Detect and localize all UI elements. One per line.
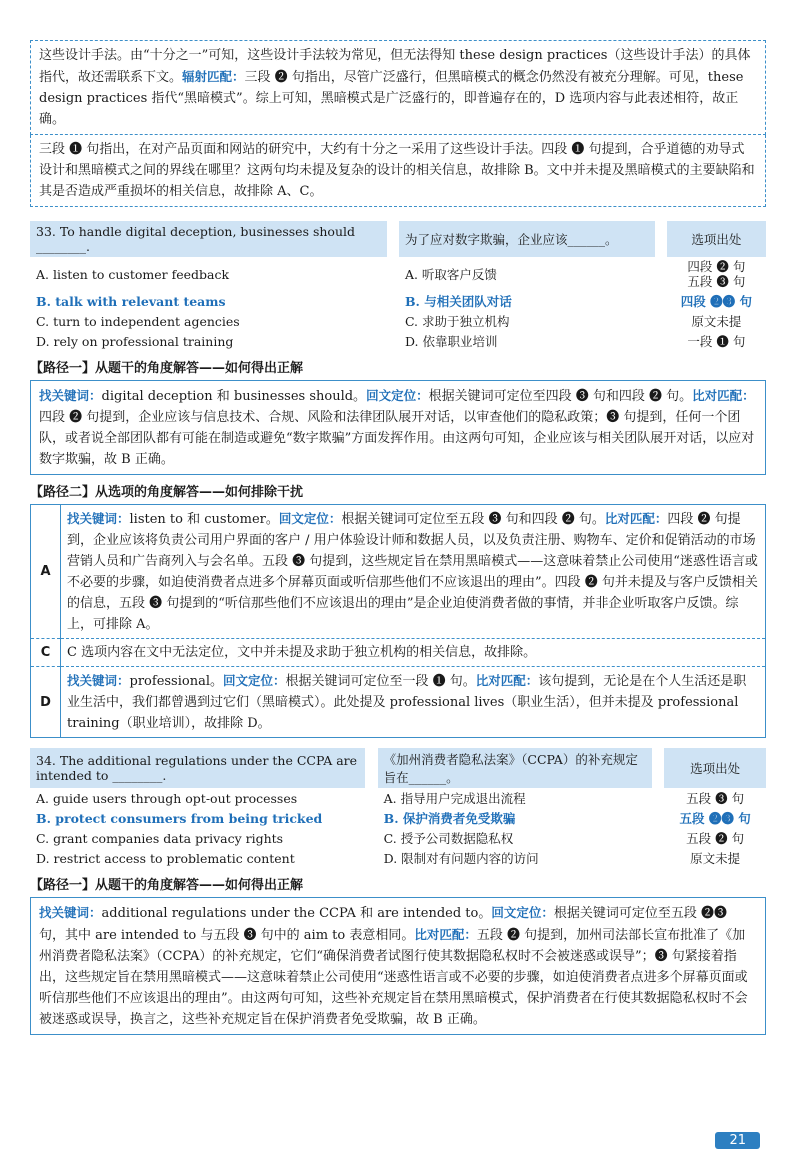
path-1-title: 【路径一】从题干的角度解答——如何得出正解: [30, 361, 304, 376]
option-en: D. restrict access to problematic content: [36, 850, 295, 866]
keyword-label: 比对匹配：: [414, 927, 477, 942]
keyword-label: 辐射匹配：: [182, 69, 245, 84]
explanation-text: 三段 ❶ 句指出，在对产品页面和网站的研究中，大约有十分之一采用了这些设计手法。四段 ❶ 句提到，合乎道德的劝导式设计和黑暗模式之间的界线在哪里？这两句均未提及复杂的设计的相关信息，故排除 B。文中并未提及黑暗模式的主要缺陷和其是否造成严重损坏的相关信息，故排除 A、C。: [39, 142, 755, 199]
option-cn-correct: B. 与相关团队对话: [404, 294, 512, 309]
keyword-label: 找关键词：: [67, 511, 130, 526]
source-header: 选项出处: [667, 221, 766, 257]
question-stem-en: 34. The additional regulations under the CCPA are intended to ________.: [30, 748, 365, 788]
option-source-correct: 五段 ❷❸ 句: [679, 811, 751, 826]
option-cn: C. 授予公司数据隐私权: [383, 831, 514, 846]
option-analysis-row: [31, 505, 766, 639]
option-letter: A: [31, 505, 61, 639]
keyword-label: 比对匹配：: [604, 511, 668, 526]
option-analysis: [61, 505, 766, 639]
page-content: [30, 40, 766, 1035]
path-text: 根据关键词可定位至一段 ❶ 句。: [285, 674, 476, 689]
keyword-label: 回文定位：: [491, 905, 554, 920]
keyword-label: 找关键词：: [39, 905, 102, 920]
question-33-table: [30, 221, 766, 351]
path-text: 四段 ❷ 句提到，企业应该与信息技术、合规、风险和法律团队展开对话，以审查他们的隐私政策；❸ 句提到，任何一个团队，或者说全部团队都有可能在制造或避免“数字欺骗”方面发挥作用。由这两句可知，企业应该与相关团队展开对话，以应对数字欺骗，故 B 正确。: [39, 410, 755, 467]
option-source-correct: 四段 ❷❸ 句: [680, 294, 752, 309]
path-1-title: 【路径一】从题干的角度解答——如何得出正解: [30, 878, 304, 893]
option-source: 原文未提: [691, 314, 742, 329]
path-text: 根据关键词可定位至四段 ❸ 句和四段 ❷ 句。: [428, 389, 693, 404]
path-2-title: 【路径二】从选项的角度解答——如何排除干扰: [30, 485, 304, 500]
explanation-box-2: [30, 135, 766, 207]
path-1-box: [30, 380, 766, 475]
option-analysis: [61, 639, 766, 667]
option-en: D. rely on professional training: [36, 333, 234, 349]
option-analysis: [61, 667, 766, 738]
explanation-text: 这些设计手法。由“十分之一”可知，这些设计手法较为常见，但无法得知 these design practices（这些设计手法）的具体指代，故还需联系下文。: [39, 48, 751, 85]
option-cn: D. 依靠职业培训: [404, 334, 498, 349]
keyword-label: 回文定位：: [366, 388, 429, 403]
path-text: listen to 和 customer。: [129, 512, 279, 527]
keyword-label: 找关键词：: [39, 388, 102, 403]
option-source: 四段 ❷ 句 五段 ❸ 句: [687, 259, 746, 289]
option-source: 原文未提: [690, 851, 741, 866]
question-34-table: [30, 748, 766, 868]
question-stem-cn: 《加州消费者隐私法案》（CCPA）的补充规定旨在______。: [378, 748, 652, 788]
path-1-box: [30, 897, 766, 1035]
option-en-correct: B. talk with relevant teams: [36, 293, 226, 309]
option-analysis-row: [31, 667, 766, 738]
keyword-label: 回文定位：: [223, 673, 286, 688]
option-source: 五段 ❷ 句: [686, 831, 745, 846]
option-cn: D. 限制对有问题内容的访问: [383, 851, 539, 866]
option-cn: A. 指导用户完成退出流程: [383, 791, 526, 806]
path-text: 该句提到，无论是在个人生活还是职业生活中，我们都曾遇到过它们（黑暗模式）。此处提及 professional lives（职业生活），但并未提及 professional training（职业培训），故排除 D。: [67, 674, 747, 731]
path-2-table: [30, 504, 766, 738]
option-source: 一段 ❶ 句: [687, 334, 746, 349]
option-analysis-row: [31, 639, 766, 667]
path-text: 五段 ❷ 句提到，加州司法部长宣布批准了《加州消费者隐私法案》（CCPA）的补充规定，它们“确保消费者试图行使其数据隐私权时不会被迷惑或误导”；❸ 句紧接着指出，这些规定旨在禁用黑暗模式——这意味着禁止公司使用“迷惑性语言或不必要的步骤，如迫使消费者点进多个屏幕页面或听信那些他们不应该退出的理由”。由这两句可知，这些补充规定旨在禁用黑暗模式，保护消费者在行使其数据隐私权时不会被迷惑或误导，换言之，这些补充规定旨在保护消费者免受欺骗，故 B 正确。: [39, 928, 748, 1027]
keyword-label: 回文定位：: [278, 511, 342, 526]
question-stem-cn: 为了应对数字欺骗，企业应该______。: [399, 221, 655, 257]
option-en: A. guide users through opt-out processes: [36, 790, 298, 806]
path-text: C 选项内容在文中无法定位，文中并未提及求助于独立机构的相关信息，故排除。: [67, 645, 537, 660]
page-number: 21: [715, 1132, 760, 1149]
explanation-box-1: [30, 40, 766, 135]
path-text: 根据关键词可定位至五段 ❸ 句和四段 ❷ 句。: [341, 512, 605, 527]
explanation-text: 三段 ❷ 句指出，尽管广泛盛行，但黑暗模式的概念仍然没有被充分理解。可见，these design practices 指代“黑暗模式”。综上可知，黑暗模式是广泛盛行的，即普遍存在的，D 选项内容与此表述相符，故正确。: [39, 70, 744, 127]
path-text: digital deception 和 businesses should。: [101, 389, 367, 404]
question-stem-en: 33. To handle digital deception, businesses should ________.: [30, 221, 387, 257]
source-header: 选项出处: [664, 748, 766, 788]
option-cn: C. 求助于独立机构: [404, 314, 510, 329]
option-en: A. listen to customer feedback: [36, 266, 230, 282]
option-source: 五段 ❸ 句: [686, 791, 745, 806]
option-cn: A. 听取客户反馈: [404, 267, 497, 282]
path-text: 根据关键词可定位至五段 ❷❸ 句，其中 are intended to 与五段 ❸ 句中的 aim to 表意相同。: [39, 906, 728, 943]
option-letter: D: [31, 667, 61, 738]
path-text: additional regulations under the CCPA 和 are intended to。: [101, 906, 492, 921]
option-cn-correct: B. 保护消费者免受欺骗: [383, 811, 516, 826]
keyword-label: 比对匹配：: [475, 673, 539, 688]
option-en: C. grant companies data privacy rights: [36, 830, 284, 846]
option-en-correct: B. protect consumers from being tricked: [36, 810, 323, 826]
path-text: 四段 ❷ 句提到，企业应该将负责公司用户界面的客户 / 用户体验设计师和数据人员，以及负责注册、购物车、定价和促销活动的市场营销人员和广告商列入与会名单。五段 ❸ 句提到，这些规定旨在禁用黑暗模式——这意味着禁止公司使用“迷惑性语言或不必要的步骤，如迫使消费者点进多个屏幕页面或听信那些他们不应该退出的理由”。四段 ❷ 句并未提及与客户反馈相关的信息，五段 ❸ 句提到的“听信那些他们不应该退出的理由”是企业迫使消费者做的事情，并非企业听取客户反馈。综上，可排除 A。: [67, 512, 758, 632]
keyword-label: 比对匹配：: [692, 388, 755, 403]
option-letter: C: [31, 639, 61, 667]
path-text: professional。: [129, 674, 223, 689]
keyword-label: 找关键词：: [67, 673, 130, 688]
option-en: C. turn to independent agencies: [36, 313, 240, 329]
